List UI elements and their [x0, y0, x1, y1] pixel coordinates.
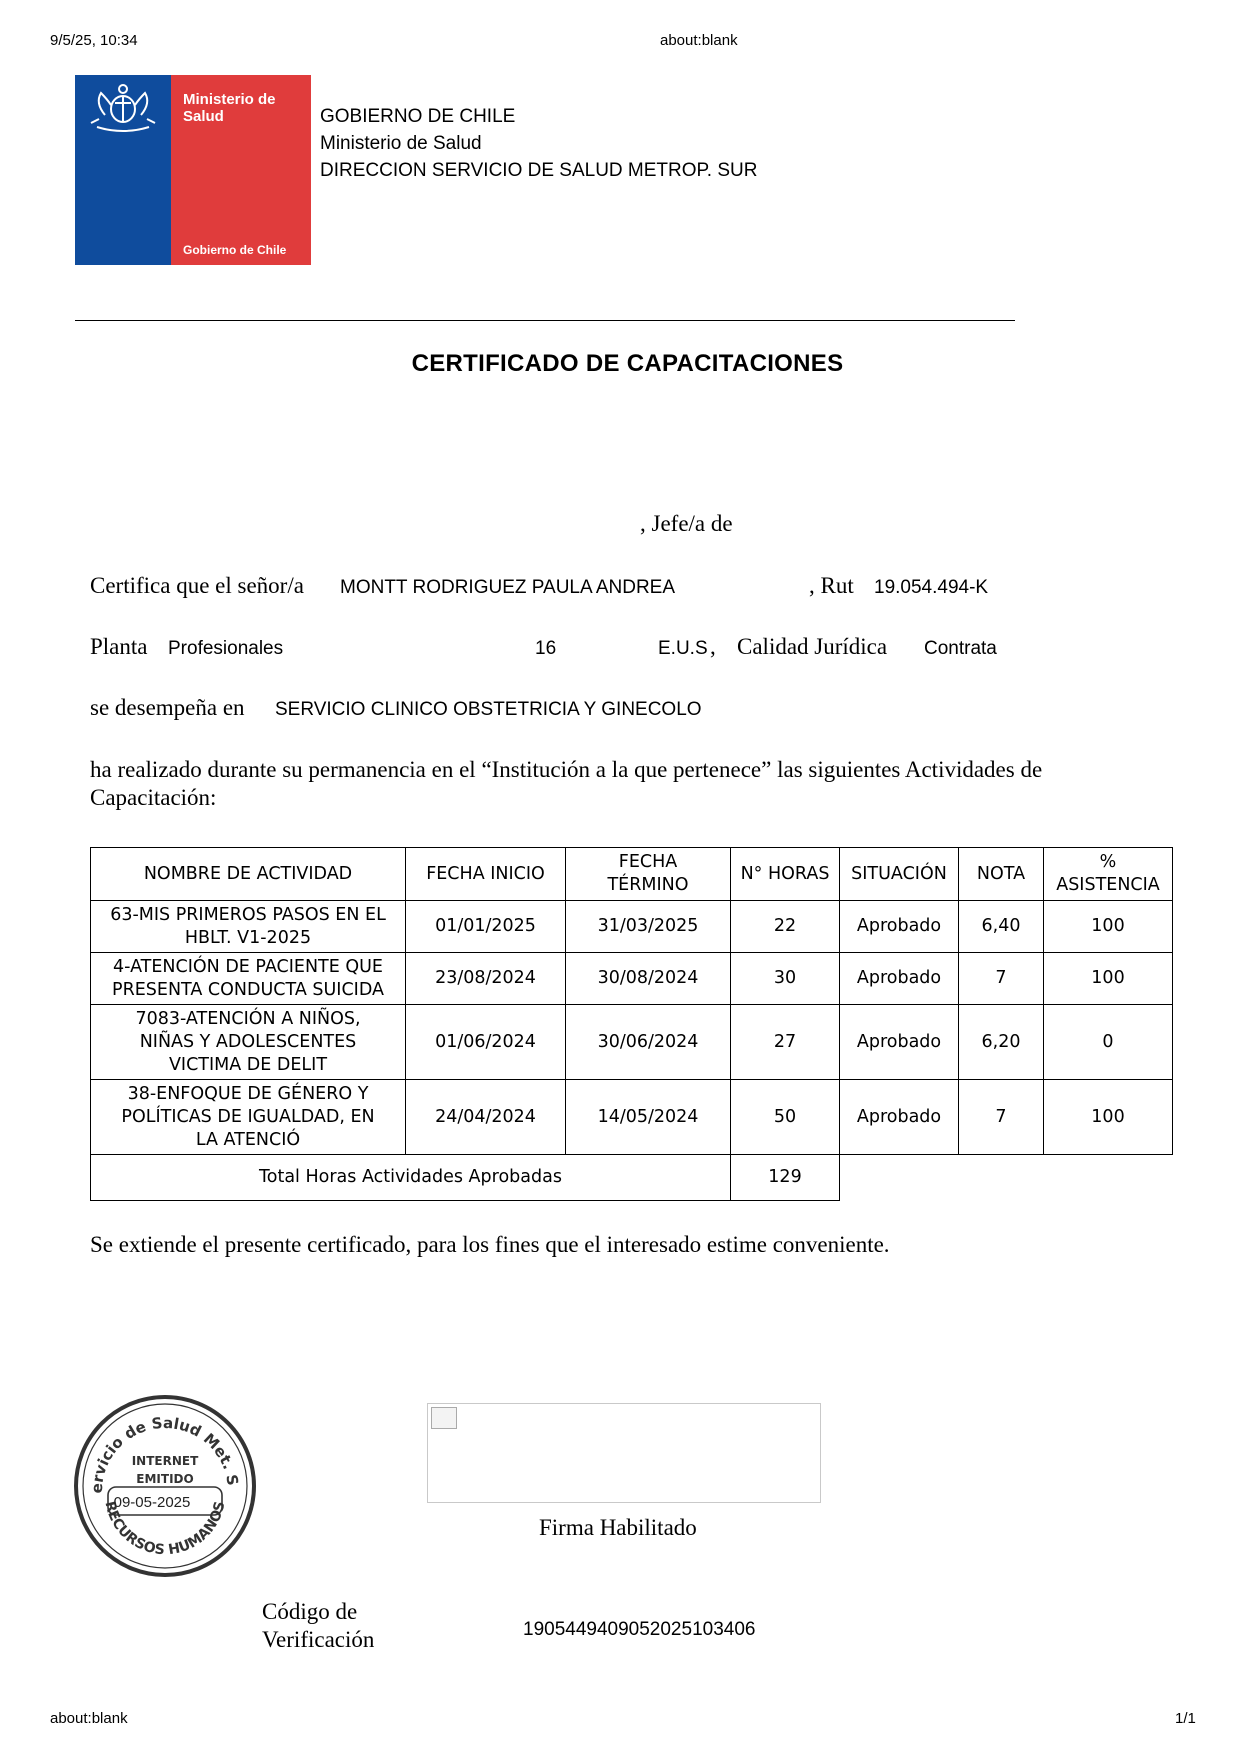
row-asistencia: 100: [1044, 901, 1173, 953]
header-asistencia: [1044, 848, 1173, 901]
row-name-line2: POLÍTICAS DE IGUALDAD, EN: [121, 1106, 375, 1127]
row-nota: 6,20: [959, 1005, 1044, 1080]
logo-ministry-line1: Ministerio de: [183, 91, 276, 108]
row-nota: 7: [959, 1080, 1044, 1155]
row-fecha-termino: 31/03/2025: [566, 901, 731, 953]
row-horas: 22: [731, 901, 840, 953]
rut-label: , Rut: [809, 573, 854, 598]
row-fecha-termino: 30/08/2024: [566, 953, 731, 1005]
row-situacion: Aprobado: [840, 1080, 959, 1155]
logo-ministry-text: [183, 91, 276, 125]
coat-of-arms-icon: [75, 75, 171, 145]
header-actividad: NOMBRE DE ACTIVIDAD: [91, 848, 406, 901]
calidad-separator: ,: [710, 634, 716, 659]
row-name-line2: NIÑAS Y ADOLESCENTES: [139, 1031, 357, 1052]
header-asistencia-line2: ASISTENCIA: [1056, 875, 1160, 895]
row-activity-name: [91, 1080, 406, 1155]
verification-code: 1905449409052025103406: [523, 1619, 756, 1640]
table-header-row: [91, 848, 1173, 901]
rut-value: 19.054.494-K: [874, 577, 989, 598]
row-horas: 27: [731, 1005, 840, 1080]
stamp-top-arc-text: ervicio de Salud Met. S: [87, 1413, 242, 1494]
row-activity-name: [91, 953, 406, 1005]
table-row: [91, 1005, 1173, 1080]
row-fecha-termino: 30/06/2024: [566, 1005, 731, 1080]
verification-label-line1: Código de: [262, 1599, 358, 1624]
header-nota: NOTA: [959, 848, 1044, 901]
print-datetime: 9/5/25, 10:34: [50, 32, 138, 49]
activities-table: [90, 847, 1173, 1201]
row-name-line2: HBLT. V1-2025: [184, 927, 312, 948]
desempena-value: SERVICIO CLINICO OBSTETRICIA Y GINECOLO: [275, 699, 702, 720]
logo-blue-panel: [75, 75, 171, 265]
header-fecha-termino-line1: FECHA: [618, 852, 678, 872]
header-fecha-inicio: FECHA INICIO: [406, 848, 566, 901]
planta-label: Planta: [90, 634, 148, 659]
page-title: CERTIFICADO DE CAPACITACIONES: [411, 350, 844, 377]
row-nota: 6,40: [959, 901, 1044, 953]
closing-text: Se extiende el presente certificado, para los fines que el interesado estime conveniente.: [90, 1232, 890, 1257]
signature-image: [427, 1403, 821, 1503]
total-empty: [840, 1155, 1173, 1201]
row-asistencia: 100: [1044, 953, 1173, 1005]
total-value: 129: [731, 1155, 840, 1201]
broken-image-icon: [431, 1407, 457, 1429]
print-page-count: 1/1: [1175, 1710, 1196, 1727]
row-horas: 50: [731, 1080, 840, 1155]
total-label: Total Horas Actividades Aprobadas: [91, 1155, 731, 1201]
header-line2: Ministerio de Salud: [320, 133, 482, 154]
row-name-line1: 4-ATENCIÓN DE PACIENTE QUE: [113, 956, 383, 977]
jefe-text: , Jefe/a de: [640, 511, 733, 536]
row-name-line1: 7083-ATENCIÓN A NIÑOS,: [135, 1008, 361, 1029]
calidad-label: Calidad Jurídica: [737, 634, 888, 659]
row-fecha-inicio: 24/04/2024: [406, 1080, 566, 1155]
calidad-value: Contrata: [924, 638, 997, 659]
table-row: [91, 901, 1173, 953]
row-name-line1: 63-MIS PRIMEROS PASOS EN EL: [110, 904, 386, 925]
print-footer-url: about:blank: [50, 1710, 128, 1727]
verification-label-line2: Verificación: [262, 1627, 375, 1652]
grado-value: 16: [535, 638, 557, 659]
row-nota: 7: [959, 953, 1044, 1005]
logo-ministry-line2: Salud: [183, 108, 224, 125]
header-divider: [75, 320, 1015, 321]
row-fecha-termino: 14/05/2024: [566, 1080, 731, 1155]
header-line3: DIRECCION SERVICIO DE SALUD METROP. SUR: [320, 160, 758, 181]
row-activity-name: [91, 1005, 406, 1080]
hr-stamp: [72, 1393, 258, 1579]
table-row: [91, 1080, 1173, 1155]
table-total-row: [91, 1155, 1173, 1201]
row-activity-name: [91, 901, 406, 953]
row-situacion: Aprobado: [840, 901, 959, 953]
header-horas: N° HORAS: [731, 848, 840, 901]
stamp-line1: INTERNET: [131, 1454, 199, 1468]
certifica-label: Certifica que el señor/a: [90, 573, 304, 598]
intro-paragraph: [90, 756, 1042, 812]
header-asistencia-line1: %: [1099, 852, 1117, 872]
stamp-date: 09-05-2025: [113, 1494, 191, 1511]
row-name-line3: VICTIMA DE DELIT: [168, 1054, 328, 1075]
intro-line2: Capacitación:: [90, 785, 217, 810]
row-asistencia: 100: [1044, 1080, 1173, 1155]
verification-label: [262, 1598, 374, 1654]
desempena-label: se desempeña en: [90, 695, 245, 720]
ministry-logo: [75, 75, 311, 265]
row-name-line2: PRESENTA CONDUCTA SUICIDA: [112, 979, 384, 1000]
stamp-line2: EMITIDO: [136, 1472, 194, 1486]
header-fecha-termino: [566, 848, 731, 901]
row-fecha-inicio: 23/08/2024: [406, 953, 566, 1005]
row-situacion: Aprobado: [840, 1005, 959, 1080]
print-page-title: about:blank: [660, 32, 738, 49]
header-situacion: SITUACIÓN: [840, 848, 959, 901]
header-fecha-termino-line2: TÉRMINO: [607, 875, 689, 895]
row-asistencia: 0: [1044, 1005, 1173, 1080]
header-line1: GOBIERNO DE CHILE: [320, 106, 516, 127]
row-name-line3: LA ATENCIÓ: [195, 1129, 301, 1150]
row-horas: 30: [731, 953, 840, 1005]
signature-label: Firma Habilitado: [539, 1515, 697, 1540]
logo-government-text: Gobierno de Chile: [183, 243, 287, 257]
stamp-bottom-arc-text: RECURSOS HUMANOS: [101, 1499, 229, 1559]
table-row: [91, 953, 1173, 1005]
row-situacion: Aprobado: [840, 953, 959, 1005]
eus-value: E.U.S: [658, 638, 708, 659]
row-fecha-inicio: 01/06/2024: [406, 1005, 566, 1080]
intro-line1: ha realizado durante su permanencia en el “Institución a la que pertenece” las siguientes Actividades de: [90, 757, 1043, 782]
person-name: MONTT RODRIGUEZ PAULA ANDREA: [340, 577, 676, 598]
planta-value: Profesionales: [168, 638, 284, 659]
row-name-line1: 38-ENFOQUE DE GÉNERO Y: [127, 1083, 369, 1104]
row-fecha-inicio: 01/01/2025: [406, 901, 566, 953]
